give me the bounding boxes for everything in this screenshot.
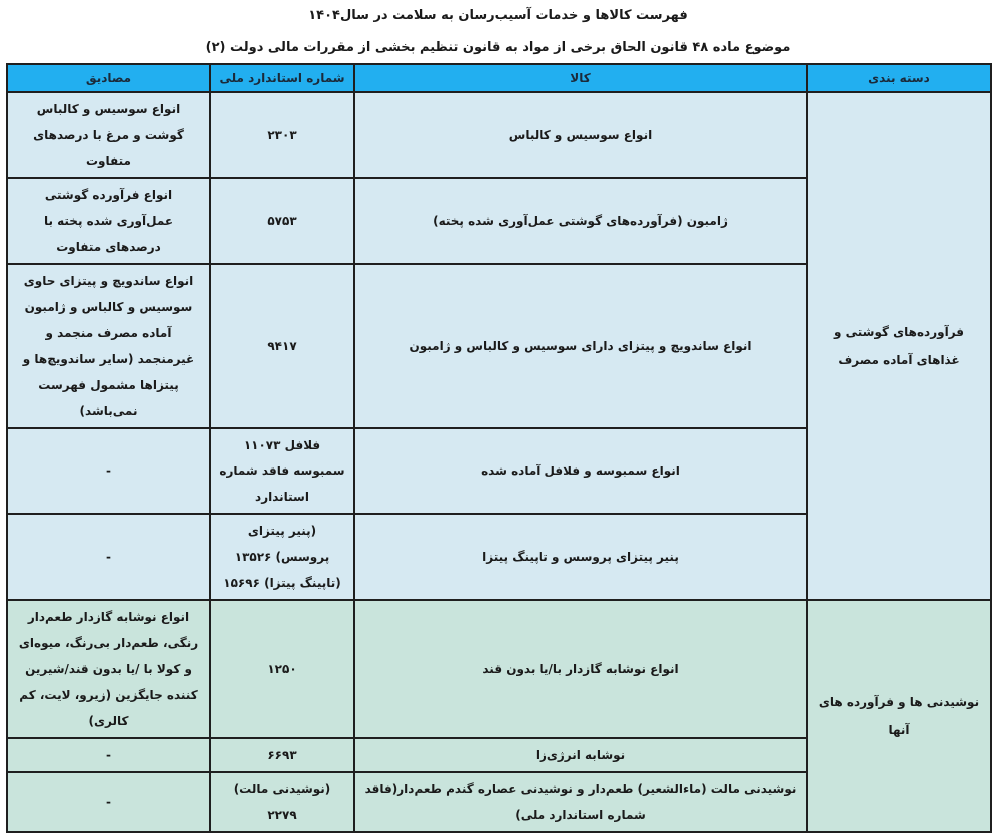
category-cell: فرآورده‌های گوشتی و غذاهای آماده مصرف [807, 92, 991, 600]
standard-cell: ۲۳۰۳ [210, 92, 354, 178]
kala-cell: ژامبون (فرآورده‌های گوشتی عمل‌آوری شده پخته) [354, 178, 807, 264]
kala-cell: نوشیدنی مالت (ماءالشعیر) طعم‌دار و نوشیدنی عصاره گندم طعم‌دار(فاقد شماره استاندارد ملی) [354, 772, 807, 832]
examples-cell: انواع سوسیس و کالباس گوشت و مرغ با درصدهای متفاوت [7, 92, 210, 178]
standard-cell: (پنیر پیتزای پروسس) ۱۳۵۲۶ (تاپینگ پیتزا) ۱۵۶۹۶ [210, 514, 354, 600]
harmful-goods-table [6, 63, 992, 833]
category-cell: نوشیدنی ها و فرآورده های آنها [807, 600, 991, 832]
standard-cell: ۹۴۱۷ [210, 264, 354, 428]
kala-cell: نوشابه انرژی‌زا [354, 738, 807, 772]
kala-cell: انواع ساندویچ و پیتزای دارای سوسیس و کالباس و ژامبون [354, 264, 807, 428]
examples-cell: انواع فرآورده گوشتی عمل‌آوری شده پخته با درصدهای متفاوت [7, 178, 210, 264]
header-kala: کالا [354, 64, 807, 92]
examples-cell: - [7, 772, 210, 832]
kala-cell: انواع سمبوسه و فلافل آماده شده [354, 428, 807, 514]
standard-cell: فلافل ۱۱۰۷۳ سمبوسه فاقد شماره استاندارد [210, 428, 354, 514]
standard-cell: (نوشیدنی مالت) ۲۲۷۹ [210, 772, 354, 832]
kala-cell: انواع نوشابه گازدار با/یا بدون قند [354, 600, 807, 738]
header-category: دسته بندی [807, 64, 991, 92]
table-header-row [7, 64, 991, 92]
examples-cell: - [7, 738, 210, 772]
header-standard: شماره استاندارد ملی [210, 64, 354, 92]
standard-cell: ۱۲۵۰ [210, 600, 354, 738]
header-examples: مصادیق [7, 64, 210, 92]
standard-cell: ۵۷۵۳ [210, 178, 354, 264]
table-row [7, 600, 991, 738]
table-row [7, 92, 991, 178]
examples-cell: انواع نوشابه گازدار طعم‌دار رنگی، طعم‌دار بی‌رنگ، میوه‌ای و کولا با /یا بدون قند/شیرین کننده جایگزین (زیرو، لایت، کم کالری) [7, 600, 210, 738]
document-subtitle: موضوع ماده ۴۸ قانون الحاق برخی از مواد به قانون تنظیم بخشی از مقررات مالی دولت (۲) [205, 40, 791, 55]
examples-cell: انواع ساندویچ و پیتزای حاوی سوسیس و کالباس و ژامبون آماده مصرف منجمد و غیرمنجمد (سایر ساندویچ‌ها و پیتزاها مشمول فهرست نمی‌باشد) [7, 264, 210, 428]
kala-cell: انواع سوسیس و کالباس [354, 92, 807, 178]
kala-cell: پنیر پیتزای پروسس و تاپینگ پیتزا [354, 514, 807, 600]
examples-cell: - [7, 514, 210, 600]
standard-cell: ۶۶۹۳ [210, 738, 354, 772]
examples-cell: - [7, 428, 210, 514]
document-title: فهرست کالاها و خدمات آسیب‌رسان به سلامت در سال۱۴۰۴ [308, 8, 688, 23]
